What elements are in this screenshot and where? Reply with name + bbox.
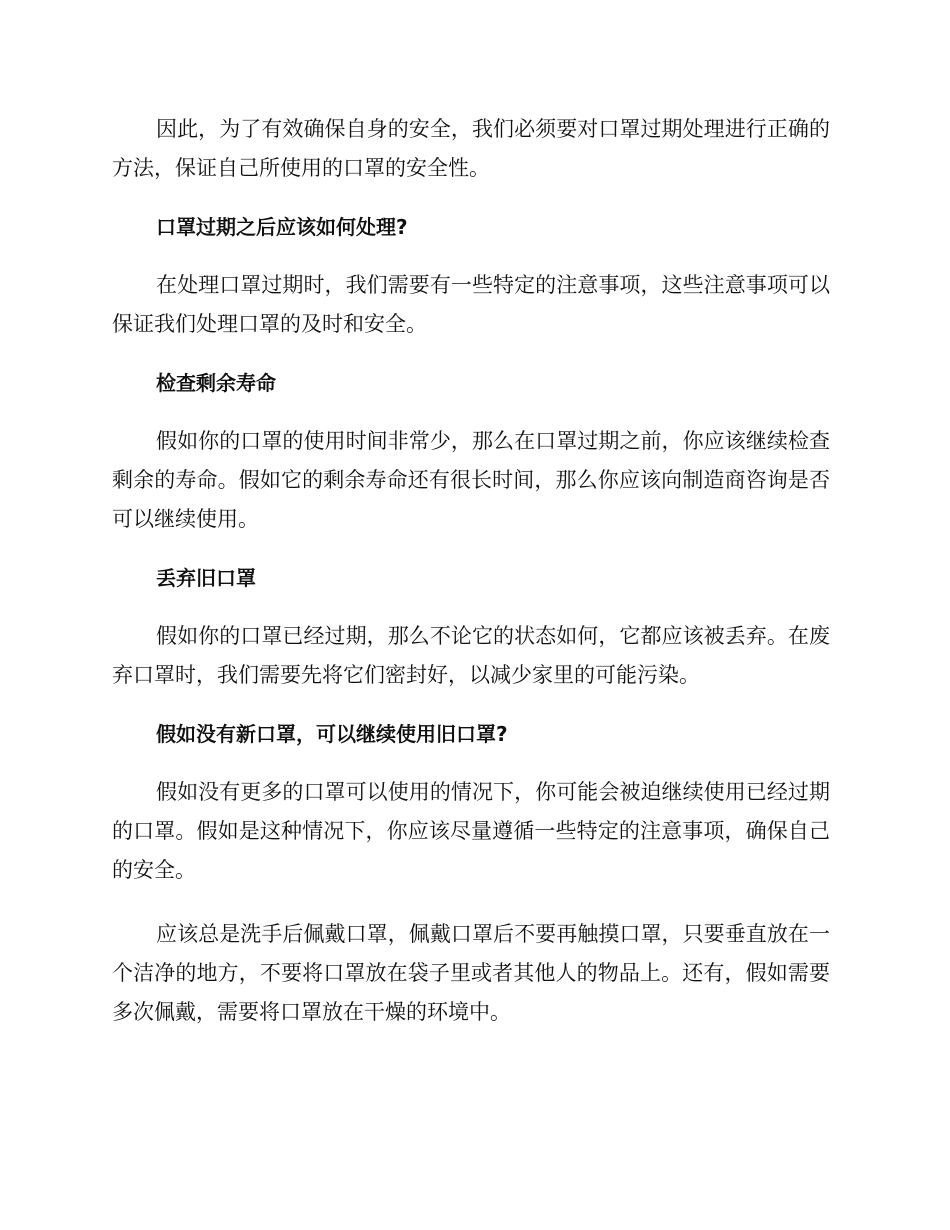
paragraph-check-remaining-life: 假如你的口罩的使用时间非常少，那么在口罩过期之前，你应该继续检查剩余的寿命。假如它的剩余寿命还有很长时间，那么你应该向制造商咨询是否可以继续使用。 [112, 429, 830, 531]
paragraph-discard-old-mask: 假如你的口罩已经过期，那么不论它的状态如何，它都应该被丢弃。在废弃口罩时，我们需要先将它们密封好，以减少家里的可能污染。 [112, 624, 830, 687]
paragraph-reuse-old-mask: 假如没有更多的口罩可以使用的情况下，你可能会被迫继续使用已经过期的口罩。假如是这种情况下，你应该尽量遵循一些特定的注意事项，确保自己的安全。 [112, 780, 830, 882]
heading-how-to-handle: 口罩过期之后应该如何处理? [156, 215, 408, 239]
heading-check-remaining-life: 检查剩余寿命 [156, 371, 276, 395]
document-body [112, 110, 830, 1057]
paragraph-wearing-tips: 应该总是洗手后佩戴口罩，佩戴口罩后不要再触摸口罩，只要垂直放在一个洁净的地方，不要将口罩放在袋子里或者其他人的物品上。还有，假如需要多次佩戴，需要将口罩放在干燥的环境中。 [112, 922, 830, 1024]
paragraph-precautions: 在处理口罩过期时，我们需要有一些特定的注意事项，这些注意事项可以保证我们处理口罩的及时和安全。 [112, 273, 830, 336]
paragraph-intro: 因此，为了有效确保自身的安全，我们必须要对口罩过期处理进行正确的方法，保证自己所使用的口罩的安全性。 [112, 117, 830, 180]
heading-reuse-old-mask: 假如没有新口罩，可以继续使用旧口罩? [156, 722, 508, 746]
heading-discard-old-mask: 丢弃旧口罩 [156, 566, 256, 590]
